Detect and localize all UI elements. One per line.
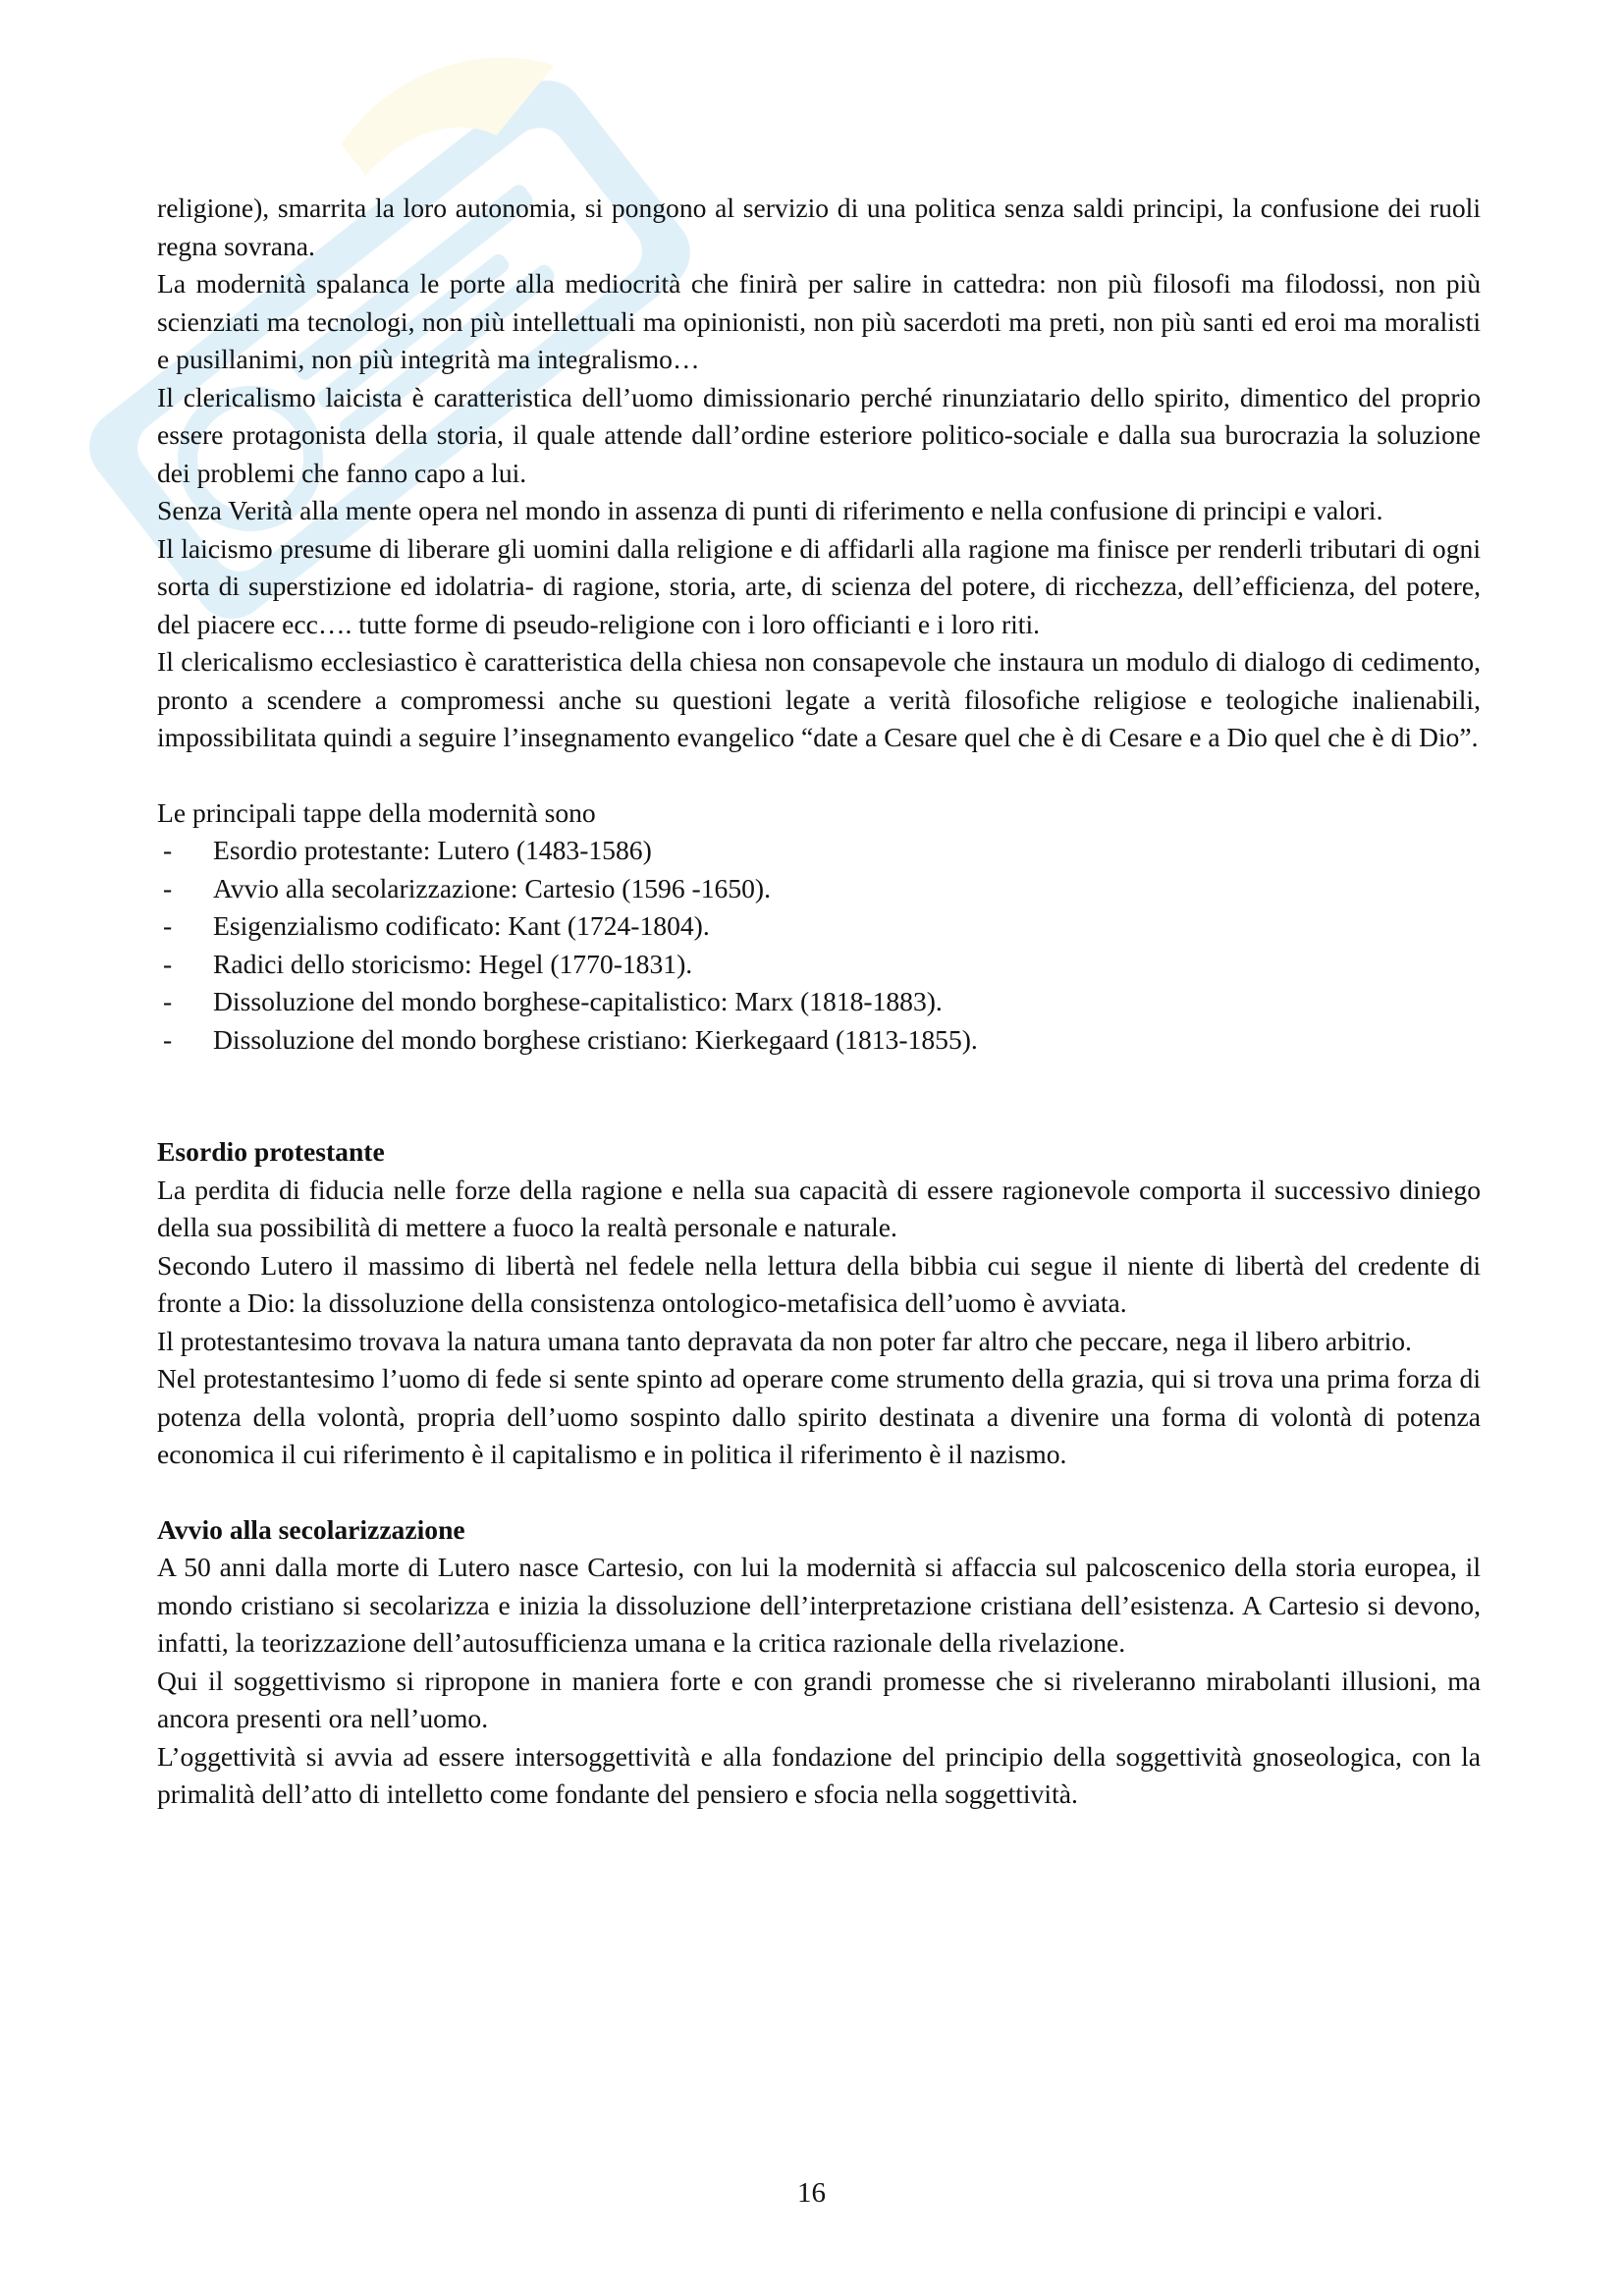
- list-item-text: Dissoluzione del mondo borghese-capitalistico: Marx (1818-1883).: [213, 986, 943, 1016]
- paragraph: Il clericalismo ecclesiastico è caratteristica della chiesa non consapevole che instaura un modulo di dialogo di cedimento, pronto a scendere a compromessi anche su questioni legate a verità filosofiche religiose e teologiche inalienabili, impossibilitata quindi a seguire l’insegnamento evangelico “date a Cesare quel che è di Cesare e a Dio quel che è di Dio”.: [157, 646, 1481, 752]
- dash-bullet: -: [163, 948, 173, 979]
- section-esordio-protestante: [157, 1133, 1481, 1474]
- section-heading: Esordio protestante: [157, 1136, 385, 1167]
- list-item-text: Esordio protestante: Lutero (1483-1586): [213, 835, 652, 865]
- paragraph: La perdita di fiducia nelle forze della ragione e nella sua capacità di essere ragionevole comporta il successivo diniego della sua possibilità di mettere a fuoco la realtà personale e naturale.: [157, 1174, 1481, 1242]
- paragraph: La modernità spalanca le porte alla mediocrità che finirà per salire in cattedra: non più filosofi ma filodossi, non più scienziati ma tecnologi, non più intellettuali ma opinionisti, non più sacerdoti ma preti, non più santi ed eroi ma moralisti e pusillanimi, non più integrità ma integralismo…: [157, 268, 1481, 374]
- section-avvio-secolarizzazione: [157, 1511, 1481, 1814]
- paragraph: Il clericalismo laicista è caratteristica dell’uomo dimissionario perché rinunziatario dello spirito, dimentico del proprio essere protagonista della storia, il quale attende dall’ordine esteriore politico-sociale e dalla sua burocrazia la soluzione dei problemi che fanno capo a lui.: [157, 381, 1481, 488]
- stages-list: [157, 832, 1481, 1059]
- list-item-text: Radici dello storicismo: Hegel (1770-1831).: [213, 948, 693, 979]
- list-item: [157, 946, 1481, 984]
- list-item: [157, 983, 1481, 1021]
- dash-bullet: -: [163, 1023, 173, 1055]
- section-heading: Avvio alla secolarizzazione: [157, 1513, 465, 1545]
- paragraph: Secondo Lutero il massimo di libertà nel fedele nella lettura della bibbia cui segue il niente di libertà del credente di fronte a Dio: la dissoluzione della consistenza ontologico-metafisica dell’uomo è avviata.: [157, 1249, 1481, 1318]
- list-item-text: Dissoluzione del mondo borghese cristiano: Kierkegaard (1813-1855).: [213, 1023, 978, 1055]
- paragraph: religione), smarrita la loro autonomia, si pongono al servizio di una politica senza saldi principi, la confusione dei ruoli regna sovrana.: [157, 192, 1481, 261]
- dash-bullet: -: [163, 872, 173, 903]
- list-item-text: Avvio alla secolarizzazione: Cartesio (1596 -1650).: [213, 872, 772, 903]
- list-item: [157, 1021, 1481, 1060]
- stages-block: [157, 794, 1481, 1060]
- list-item: [157, 832, 1481, 870]
- intro-block: [157, 190, 1481, 757]
- paragraph: A 50 anni dalla morte di Lutero nasce Cartesio, con lui la modernità si affaccia sul palcoscenico della storia europea, il mondo cristiano si secolarizza e inizia la dissoluzione dell’interpretazione cristiana dell’esistenza. A Cartesio si devono, infatti, la teorizzazione dell’autosufficienza umana e la critica razionale della rivelazione.: [157, 1552, 1481, 1658]
- dash-bullet: -: [163, 910, 173, 941]
- paragraph: Senza Verità alla mente opera nel mondo in assenza di punti di riferimento e nella confusione di principi e valori.: [157, 495, 1383, 525]
- stages-intro: Le principali tappe della modernità sono: [157, 796, 596, 828]
- paragraph: Il protestantesimo trovava la natura umana tanto depravata da non poter far altro che peccare, nega il libero arbitrio.: [157, 1325, 1412, 1356]
- list-item-text: Esigenzialismo codificato: Kant (1724-1804).: [213, 910, 710, 941]
- dash-bullet: -: [163, 986, 173, 1016]
- list-item: [157, 870, 1481, 908]
- paragraph: Il laicismo presume di liberare gli uomini dalla religione e di affidarli alla ragione ma finisce per renderli tributari di ogni sorta di superstizione ed idolatria- di ragione, storia, arte, di scienza del potere, di ricchezza, dell’efficienza, del potere, del piacere ecc…. tutte forme di pseudo-religione con i loro officianti e i loro riti.: [157, 532, 1481, 639]
- dash-bullet: -: [163, 835, 173, 865]
- paragraph: L’oggettività si avvia ad essere intersoggettività e alla fondazione del principio della soggettività gnoseologica, con la primalità dell’atto di intelletto come fondante del pensiero e sfocia nella soggettività.: [157, 1740, 1481, 1809]
- paragraph: Nel protestantesimo l’uomo di fede si sente spinto ad operare come strumento della grazia, qui si trova una prima forza di potenza della volontà, propria dell’uomo sospinto dallo spirito destinata a divenire una forma di volontà di potenza economica il cui riferimento è il capitalismo e in politica il riferimento è il nazismo.: [157, 1363, 1481, 1469]
- page-number: 16: [797, 2177, 826, 2209]
- document-page: [157, 190, 1481, 1814]
- list-item: [157, 907, 1481, 946]
- paragraph: Qui il soggettivismo si ripropone in maniera forte e con grandi promesse che si riveleranno mirabolanti illusioni, ma ancora presenti ora nell’uomo.: [157, 1665, 1481, 1733]
